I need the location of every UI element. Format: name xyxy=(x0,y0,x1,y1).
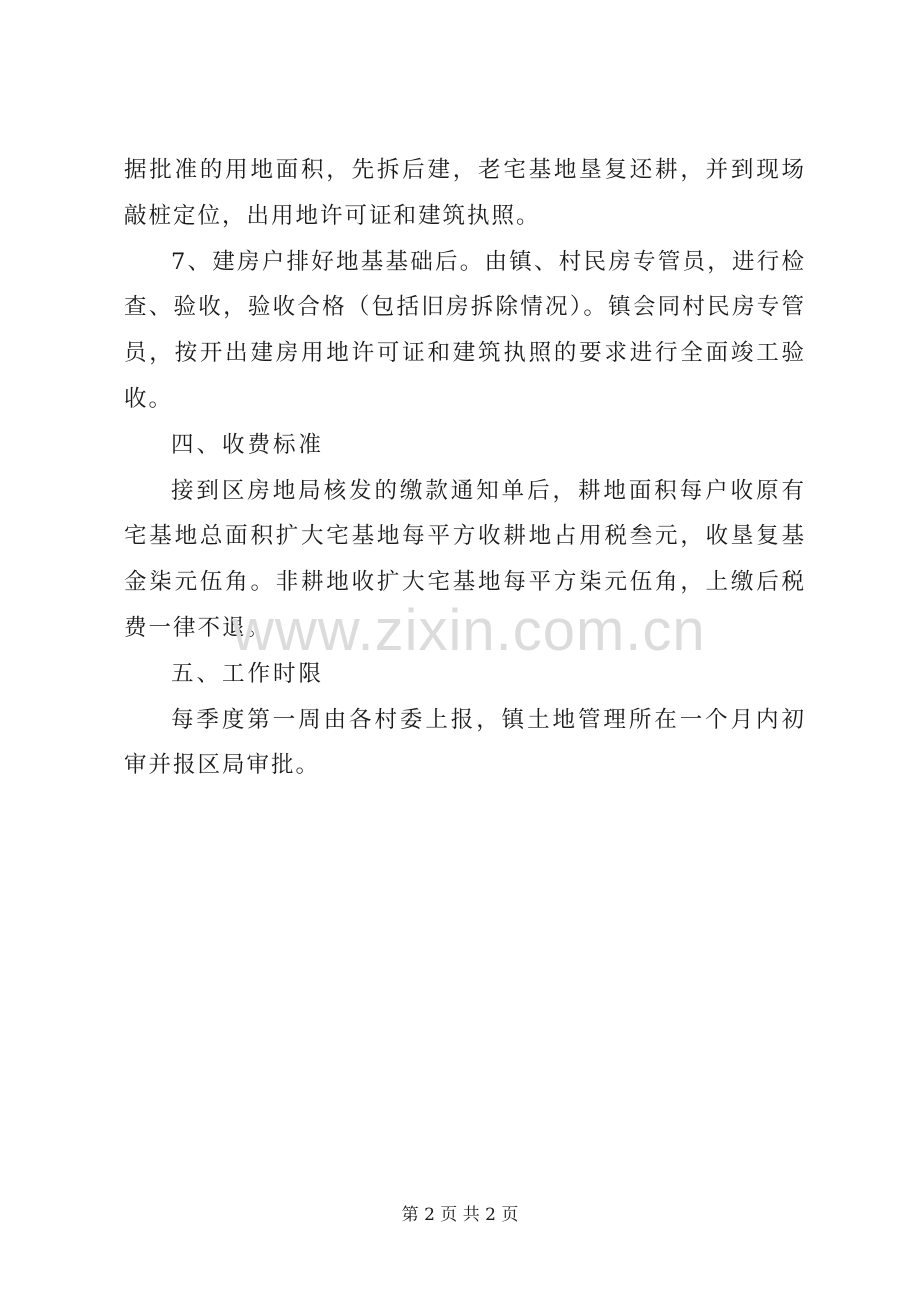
paragraph-item-7: 7、建房户排好地基基础后。由镇、村民房专管员，进行检查、验收，验收合格（包括旧房拆除情况）。镇会同村民房专管员，按开出建房用地许可证和建筑执照的要求进行全面竣工验收。 xyxy=(124,248,806,412)
section-heading-fees: 四、收费标准 xyxy=(171,431,325,458)
document-body xyxy=(124,148,806,789)
paragraph-time-limit: 每季度第一周由各村委上报，镇土地管理所在一个月内初审并报区局审批。 xyxy=(124,706,806,779)
paragraph-fees: 接到区房地局核发的缴款通知单后，耕地面积每户收原有宅基地总面积扩大宅基地每平方收耕地占用税叁元，收垦复基金柒元伍角。非耕地收扩大宅基地每平方柒元伍角，上缴后税费一律不退。 xyxy=(124,477,806,641)
paragraph-continuation: 据批准的用地面积，先拆后建，老宅基地垦复还耕，并到现场敲桩定位，出用地许可证和建筑执照。 xyxy=(124,157,806,229)
section-heading-time-limit: 五、工作时限 xyxy=(171,660,325,687)
watermark: www.zixin.com.cn xyxy=(232,598,706,663)
page-footer: 第 2 页 共 2 页 xyxy=(401,1205,519,1225)
